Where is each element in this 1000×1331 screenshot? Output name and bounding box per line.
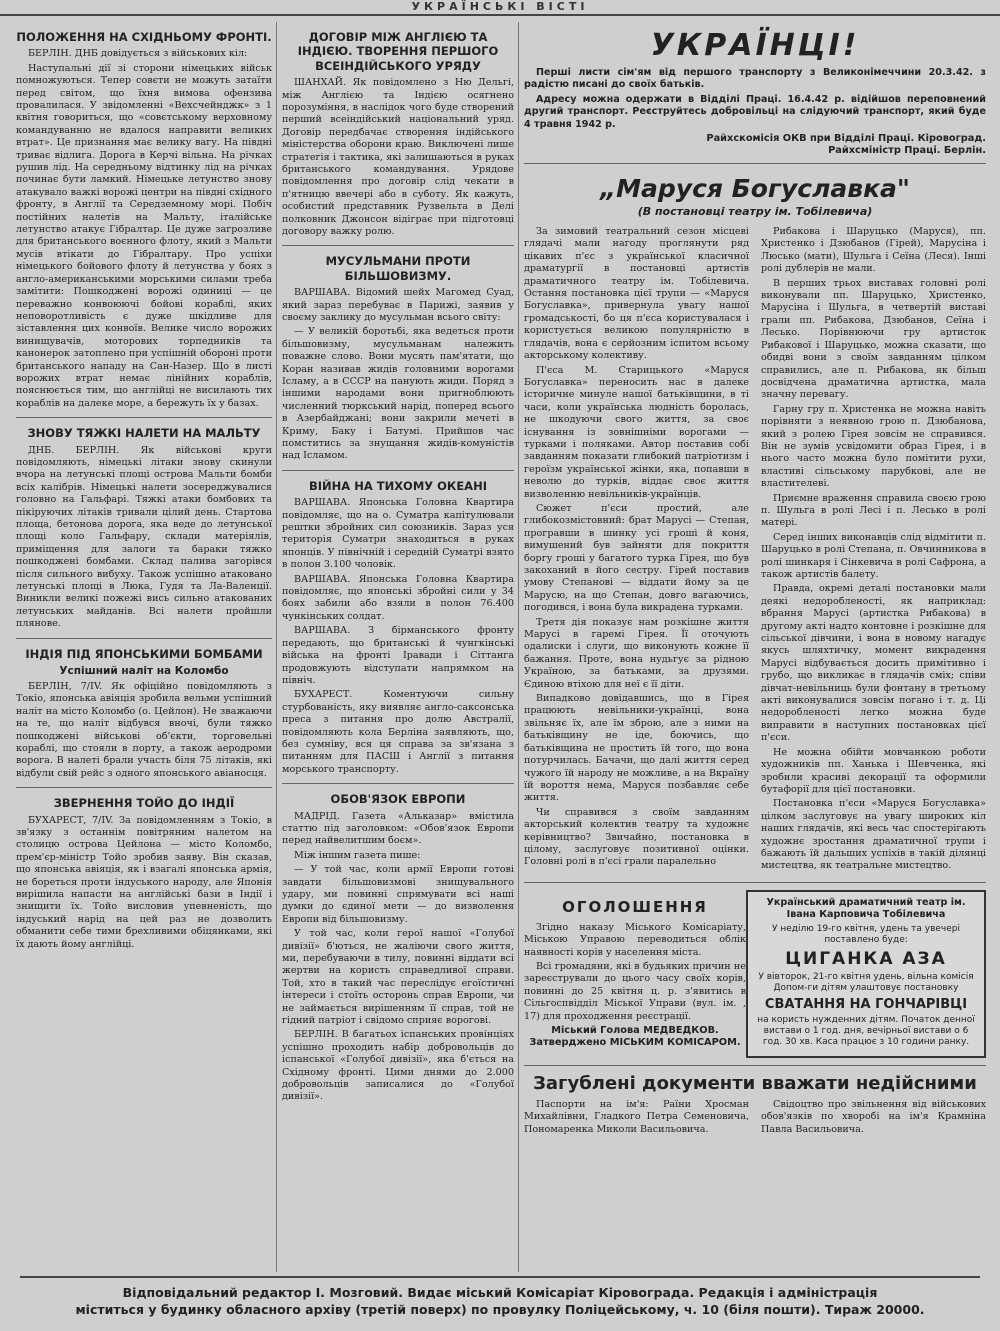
ad-text: У неділю 19-го квітня, удень та увечері поставлено буде: (772, 923, 960, 945)
divider (16, 417, 272, 418)
imprint-footer (20, 1276, 980, 1318)
announcements-row (524, 890, 986, 1058)
masthead: УКРАЇНСЬКІ ВІСТІ (0, 0, 1000, 16)
lost-documents-title: Загублені документи вважати недійсними (533, 1072, 977, 1094)
lost-documents-right (761, 1099, 986, 1138)
article-title-treaty: ДОГОВІР МІЖ АНГЛІЄЮ ТА ІНДІЄЮ. ТВОРЕННЯ ПЕРШОГО ВСЕІНДІЙСЬКОГО УРЯДУ (297, 30, 499, 73)
signature: Міський Голова МЕДВЕДКОВ. (551, 1025, 719, 1036)
paragraph: Не можна обійти мовчанкою роботи художників пп. Ханька і Шевченка, які зробили красиві декорації та оформили бутафорії для цієї постановки. (761, 746, 986, 795)
paragraph: В перших трьох виставах головні ролі виконували пп. Шаруцько, Христенко, Марусіна і Шульга, в четвертій виставі грали пп. Рибакова, Дзюбанов, Сеїна і Лесько. Порівнюючи гру артисток Рибакової і Шаруцько, можна сказати, що обидві вони з своїм завданням цілком справились, але п. Рибакова, як більш досвідчена драматична артистка, мала значну перевагу. (761, 277, 986, 401)
column-2 (282, 22, 514, 1106)
lost-documents-left (524, 1099, 749, 1138)
divider (282, 783, 514, 784)
lost-documents (524, 1099, 986, 1138)
paragraph: Всі громадяни, які в будьяких причин не зареєстрували до цього часу своїх корів, повинні до 25 квітня ц. р. з'явитись в Сільгоспвідділ Міської Управи (вул. ім. , 17) для проходження реєстрації. (524, 960, 746, 1022)
paragraph: Перші листи сім'ям від першого транспорту з Великонімеччини 20.3.42. з радістю писані до своїх батьків. (524, 67, 986, 91)
column-3 (524, 22, 986, 1138)
paragraph: Між іншим газета пише: (294, 849, 421, 861)
review-left-column (524, 226, 749, 875)
paragraph: БЕРЛІН. ДНБ довідується з військових кіл: (28, 48, 248, 60)
review-body (524, 226, 986, 875)
paragraph: Третя дія показує нам розкішне життя Марусі в гаремі Гірея. Її оточують одалиски і слуги, що виконують кожне її бажання. Проте, вона нудьгує за рідною Україною, за батьками, за друзями. Єдиною втіхою для неї є її діти. (524, 616, 749, 690)
paragraph: Сюжет п'єси простий, але глибокозмістовний: брат Марусі — Степан, програвши в шинку усі гроші й коня, вимушений був зайняти для покриття боргу гроші у багатого турка Гірея, що був закоханий в його сестру. Гірей поставив умову Степанові — віддати йому за це Марусю, на що Степан, довго вагаючись, погодився, і вона була викрадена турками. (524, 502, 749, 614)
paragraph: П'єса М. Старицького «Маруся Богуславка» переносить нас в далеке історичне минуле нашої батьківщини, в ті часи, коли українська людність боролась, не шкодуючи свого життя, за своє існування із зовнішніми ворогами — турками і поляками. Автор поставив собі завданням показати глибокий патріотизм і героїзм української жінки, яка, попавши в неволю до турків, віддає своє життя визволенню невільників-українців. (524, 364, 749, 500)
paragraph: Серед інших виконавців слід відмітити п. Шаруцько в ролі Степана, п. Овчинникова в ролі шинкаря і Сінкевича в ролі Сафрона, а також артистів балету. (761, 531, 986, 580)
article-treaty (282, 77, 514, 238)
announcement (524, 890, 746, 1058)
article-malta (16, 445, 272, 631)
article-europe-duty (282, 811, 514, 1104)
ad-play-title: ЦИГАНКА АЗА (785, 948, 947, 969)
article-tojo (16, 815, 272, 951)
article-title-muslims: МУСУЛЬМАНИ ПРОТИ БІЛЬШОВИЗМУ. (325, 254, 471, 283)
paragraph: Чи справився з своїм завданням акторський колектив театру та художнє керівництво? Звичайно, постановка в цілому, заслуговує позитивної оцінки. Головні ролі в п'єсі грали паралельно (524, 806, 749, 868)
review-right-column (761, 226, 986, 875)
ad-play-title: СВАТАННЯ НА ГОНЧАРІВЦІ (764, 996, 968, 1012)
paragraph: Приємне враження справила своєю грою п. Шульга в ролі Лесі і п. Лесько в ролі матері. (761, 492, 986, 529)
column-1 (16, 22, 272, 953)
paragraph: Гарну гру п. Христенка не можна навіть порівняти з неявною грою п. Дзюбанова, який з ролею Гірея зовсім не справився. Він не зумів усвідомити образ Гірея, і в нього часто можна було помітити рухи, властиві сільському парубкові, але не властителеві. (761, 403, 986, 490)
paragraph: Адресу можна одержати в Відділі Праці. 16.4.42 р. відійшов переповнений другий транспорт. Реєструйтесь добровільці на слідуючий транспорт, який буде 4 травня 1942 р. (524, 93, 986, 130)
paragraph: У той час, коли герої нашої «Голубої дивізії» б'ються, не жаліючи свого життя, ми, перебуваючи в тилу, повинні віддати всі жертви на користь справедливої справи. Той, хто в такий час переслідує егоїстичні інтереси і стоїть осторонь справ Европи, чи не займається вирішенням її справ, той не гідний патріот і свідомо сприяє ворогові. (282, 928, 514, 1027)
article-title-malta: ЗНОВУ ТЯЖКІ НАЛЕТИ НА МАЛЬТУ (27, 426, 261, 441)
paragraph: Правда, окремі деталі постановки мали деякі недоробленості, як наприклад: вбрання Марусі (артистка Рибакова) в другому акті надто контовне і розкішне для сільської дівчини, і вона в новому нагадує якусь шляхтичку, момент викрадення Марусі відбувається досить примітивно і грубо, що викликає в глядачів сміх; співи дівчат-невільниць були фонтану в третьому акті виконувалися зовсім погано і т. д. Ці недоробленості легко можна буде виправити в наступних постановках цієї п'єси. (761, 583, 986, 744)
notice-ukrainians (524, 28, 986, 156)
paragraph: Постановка п'єси «Маруся Богуславка» цілком заслуговує на увагу широких кіл наших глядачів, які весь час спостерігають художнє зростання драматичної трупи і бажають їй дальших успіхів в такій ділянці мистецтва, як театральне мистецтво. (761, 798, 986, 872)
paragraph: БЕРЛІН. В багатьох іспанських провінціях успішно проходить набір добровольців до іспанської «Голубої дивізії», яка б'ється на Східному фронті. Цими днями до 2.000 добровольців записалися до «Голубої дивізії». (282, 1029, 514, 1103)
paragraph: Свідоцтво про звільнення від військових обов'язків по хворобі на ім'я Крамніна Павла Васильовича. (761, 1098, 986, 1135)
paragraph: — У великій боротьбі, яка ведеться проти більшовизму, мусульманам належить поважне слово. Вони мусять пам'ятати, що Коран називав жидів головними ворогами Ісламу, а в СССР на панують жиди. Поряд з іншими народами вони пригноблюють численний тюркський нарід, поперед всього в Азербайджані; вони закрили мечеті в Криму, Баку і Батумі. Прийшов час помститись за знущання жидів-комуністів над Ісламом. (282, 326, 514, 462)
article-india (16, 681, 272, 780)
signature: Райхскомісія ОКВ при Відділі Праці. Кіровоград. (706, 133, 986, 145)
column-rule (518, 22, 519, 1272)
paragraph: МАДРІД. Газета «Альказар» вмістила статтю під заголовком: «Обов'язок Европи перед найвелитшим боєм». (282, 810, 514, 847)
imprint-line: Відповідальний редактор І. Мозговий. Видає міський Комісаріат Кіровограда. Редакція і адміністрація (122, 1285, 878, 1300)
paragraph: ВАРШАВА. Відомий шейх Магомед Суад, який зараз перебуває в Парижі, заявив у своєму заклику до мусульман всього світу: (282, 287, 514, 323)
theatre-name: Український драматичний театр ім. Івана Карповича Тобілевича (766, 896, 966, 920)
paragraph: ВАРШАВА. Японська Головна Квартира повідомляє, що японські збройні сили у 34 боях забили або взяли в полон 76.400 чункінських солдат. (282, 573, 514, 622)
divider (524, 882, 986, 883)
signature: Затверджено МІСЬКИМ КОМІСАРОМ. (529, 1037, 741, 1048)
article-title-india: ІНДІЯ ПІД ЯПОНСЬКИМИ БОМБАМИ (25, 646, 263, 661)
review-title: „Маруся Богуславка" (600, 174, 910, 204)
column-rule (276, 22, 277, 1272)
paragraph: За зимовий театральний сезон місцеві глядачі мали нагоду проглянути ряд цікавих п'єс з української класичної драматургії в постановці артистів драматичного театру ім. Тобілевича. Остання постановка цієї трупи — «Маруся Богуславка», привернула увагу нашої громадськості, бо ця п'єса користувалася і користується великою популярністю в глядачів, вона є серйозним іспитом всьому акторському колективу. (524, 226, 749, 362)
paragraph: Наступальні дії зі сторони німецьких військ помножуються. Тепер совєти не можуть затаїти перед світом, що їхня вимова офензива провалилася. У звідомленні «Вехсчейнджк» з 1 квітня говориться, що «совєтському верховному командуванню не вдалося направити великих втрат». Це признання має велику вагу. На півдні триває відлига. Дорога в Керчі вільна. На річках рушив лід. На середньому відтинку лід на річках починає бути ламкий. Німецьке летунство знову атакувало важкі ворожі центри на півдні східного фронту, в Англії та Середземному морі. Побіч постійних налетів на Мальту, італійське летунство атакує Гібралтар. Це дуже загрозливе для британського воєнного флоту, який з Мальти мусів втікати до Гібралтару. Про успіхи німецького бойового флоту й летунства у боях з англо-американськими морськими силами треба замітити: Пошкоджені ворожі одиниці — це переважно конвоюючі бойові кораблі, яких неповоротливість є дуже шкідливе для зіставлення цих конвоїв. Велике число ворожих винищувачів, моторових торпедників та канонерок затоплено при успішній обороні проти британського нападу на Сан-Назер. Що в листі ворожих втрат немає лінійних кораблів, пояснюється тим, що англійці не висилають тих кораблів на далеке море, а бережуть їх у базах. (16, 62, 272, 409)
article-east-front (16, 48, 272, 410)
paragraph: Рибакова і Шаруцько (Маруся), пп. Христенко і Дзюбанов (Гірей), Марусіна і Люсько (мати), Шульга і Сеїна (Леся). Інші ролі дублерів не мали. (761, 226, 986, 275)
divider (16, 638, 272, 639)
article-title-europe-duty: ОБОВ'ЯЗОК ЕВРОПИ (330, 792, 466, 807)
article-subtitle-india: Успішний наліт на Коломбо (59, 665, 229, 677)
article-pacific (282, 497, 514, 776)
ad-text: У вівторок, 21-го квітня удень, вільна комісія Допом-ги дітям улаштовує постановку (758, 971, 974, 993)
divider (524, 163, 986, 164)
article-title-pacific: ВІЙНА НА ТИХОМУ ОКЕАНІ (309, 478, 487, 493)
paragraph: ДНБ. БЕРЛІН. Як військові круги повідомляють, німецькі літаки знову скинули вчора на летунські площі острова Мальти бомби всіх калібрів. Німецькі налети зосереджувалися головно на Гальфарі. Тяжкі атаки бомбових та пікіруючих літаків тривали цілий день. Стартова площа, бетонова дорога, яка веде до летунської площі коло Гальфару, склади матеріялів, приміщення для залоги та бараки тяжко пошкоджені бомбами. Склад палива загорівся після сильного вибуху. Також успішно атаковано летунські площі в Люка, Гудя та Ла-Валенції. Виникли великі пожежі вись сильно атакованих летунських майданів. Всі налети пройшли плянове. (16, 444, 272, 630)
paragraph: ВАРШАВА. З бірманського фронту передають, що британські й чунгкінські війська на фронті Іравади і Сіттанга продовжують відступати напрямком на північ. (282, 625, 514, 686)
paragraph: — У той час, коли армії Европи готові завдати більшовизмові знищувального удару, ми повинні спрямувати всі наші думки до єдиної мети — до визволення Европи від більшовизму. (282, 864, 514, 925)
ad-text: на користь нужденних дітям. Початок денної вистави о 1 год. дня, вечірньої вистави о 6 год. 30 хв. Каса працює з 10 години ранку. (757, 1014, 975, 1047)
paragraph: ВАРШАВА. Японська Головна Квартира повідомляє, що на о. Суматра капітулювали рештки збройних сил союзників. Зараз уся територія Суматри знаходиться в руках японців. У північній і середній Суматрі взято в полон 3.100 чоловік. (282, 497, 514, 571)
divider (524, 1065, 986, 1066)
article-title-east-front: ПОЛОЖЕННЯ НА СХІДНЬОМУ ФРОНТІ. (16, 30, 272, 44)
divider (282, 245, 514, 246)
paragraph: ШАНХАЙ. Як повідомлено з Ню Дельгі, між Англією та Індією осягнено порозуміння, в наслідок чого буде створений перший всеіндійський національний уряд. Договір передбачає створення індійського міністерства оборони краю. Виключені лише стратегія і тактика, які залишаються в руках британського командування. Урядове повідомлення про договір слід чекати в п'ятницю ввечері або в суботу. Як кажуть, особистий представник Рузвельта в Делі полковник Джонсон відіграє при підготовці договору важку ролю. (282, 77, 514, 237)
announcement-title: ОГОЛОШЕННЯ (562, 897, 708, 916)
paragraph: БУХАРЕСТ, 7/IV. За повідомленням з Токіо, в зв'язку з останнім повітряним налетом на столицю острова Цейлона — місто Коломбо, прем'єр-міністр Тойо зробив заяву. Він сказав, що японська авіяція, як і взагалі японська армія, не бореться проти індуського народу, але Японія вирішила напасти на англійські бази в Індії і знищити їх. Тойо висловив упевненість, що індуський нарід на цей раз не дозволить обманити себе тими брехливими обіцянками, які їх дають йому англійці. (16, 814, 272, 950)
divider (16, 787, 272, 788)
paragraph: Випадково довідавшись, що в Гірея працюють невільники-українці, вона звільняє їх, але їм зброю, але з ними на батьківщину не іде, боючись, що батьківщина не простить їй того, що вона потурчилась. Бачачи, що далі життя серед чужого їй народу не можливе, а на Вкраїну їй вороття нема, Маруся позбавляє себе життя. (524, 693, 749, 804)
article-title-tojo: ЗВЕРНЕННЯ ТОЙО ДО ІНДІЇ (53, 796, 235, 811)
paragraph: БЕРЛІН, 7/IV. Як офіційно повідомляють з Токіо, японська авіяція зробила вельми успішний наліт на місто Коломбо (о. Цейлон). Не зважаючи на те, що наліт відбувся вночі, були тяжко пошкоджені військові об'єкти, торговельні кораблі, що стояли в порту, а також аеродроми ворога. В налеті брали участь біля 75 літаків, які відбули свій рейс з одного японського авіаносця. (16, 681, 272, 779)
review-subtitle: (В постановці театру ім. Тобілевича) (637, 205, 873, 219)
theatre-ad (746, 890, 986, 1058)
paragraph: Згідно наказу Міського Комісаріату, Міською Управою переводиться облік наявності корів у населення міста. (524, 921, 746, 958)
divider (282, 470, 514, 471)
paragraph: БУХАРЕСТ. Коментуючи сильну стурбованість, яку виявляє англо-саксонська преса з питання про долю Австралії, повідомляють кола Берліна заявляють, що, без сумніву, вся ця справа за зв'язана з питанням для ПАСШ і Англії з питання морського транспорту. (282, 689, 514, 775)
imprint-line: міститься у будинку обласного архіву (третій поверх) по провулку Поліцейському, ч. 10 (біля пошти). Тираж 20000. (75, 1302, 925, 1317)
article-muslims (282, 287, 514, 463)
signature: Райхсміністр Праці. Берлін. (828, 145, 986, 157)
paragraph: Паспорти на ім'я: Раїни Хросман Михайлівни, Гладкого Петра Семеновича, Пономаренка Миколи Васильовича. (524, 1098, 749, 1135)
notice-title: УКРАЇНЦІ! (650, 28, 860, 63)
